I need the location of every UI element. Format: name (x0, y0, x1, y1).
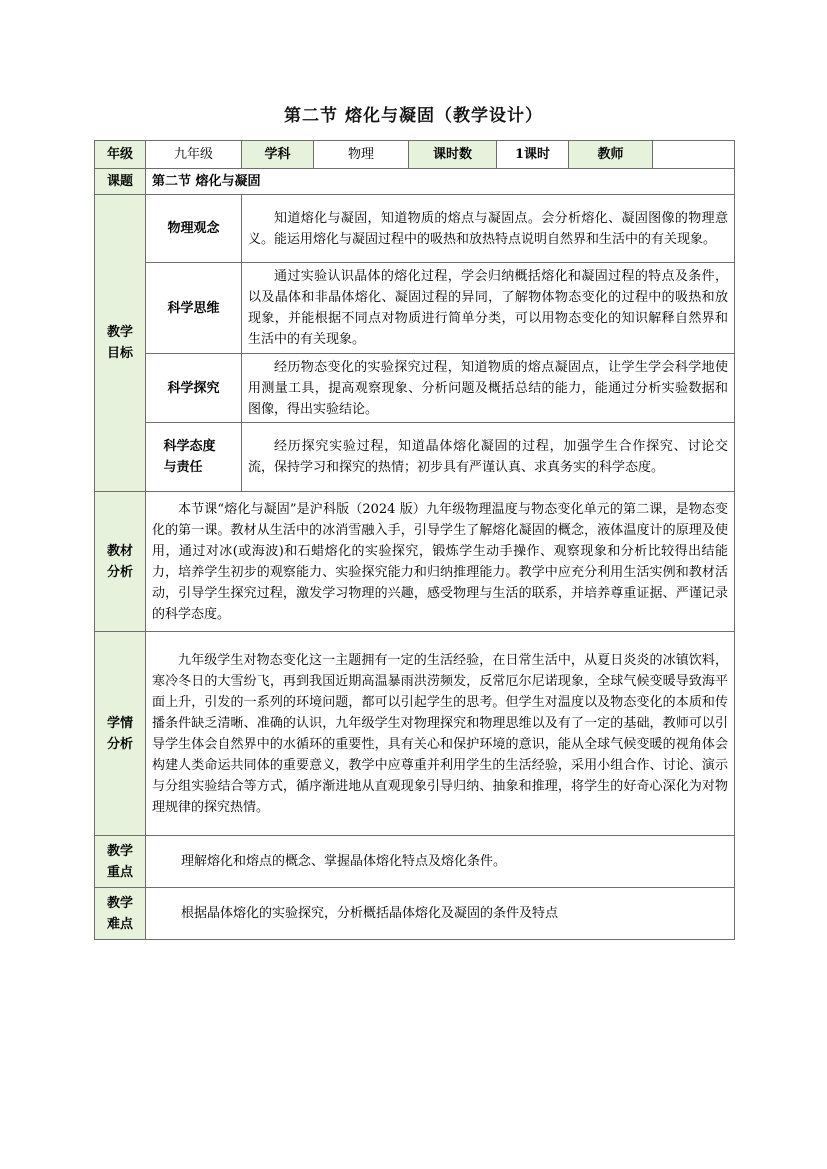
topic-row (95, 169, 735, 195)
textbook-analysis-row (95, 492, 735, 632)
objective-label-attitude-responsibility (146, 423, 242, 492)
objective-label-physics-concept: 物理观念 (146, 195, 242, 263)
grade-label: 年级 (95, 141, 146, 169)
key-points-label-text: 教学重点 (106, 843, 133, 880)
objective-text-attitude-responsibility: 经历探究实验过程，知道晶体熔化凝固的过程，加强学生合作探究、讨论交流，保持学习和探究的热情；初步具有严谨认真、求真务实的科学态度。 (242, 423, 735, 492)
objective-row (95, 263, 735, 354)
key-points-label (95, 836, 146, 888)
objective-label-scientific-thinking: 科学思维 (146, 263, 242, 354)
key-points-row (95, 836, 735, 888)
textbook-analysis-text: 本节课“熔化与凝固”是沪科版（2024 版）九年级物理温度与物态变化单元的第二课，是物态变化的第一课。教材从生活中的冰消雪融入手，引导学生了解熔化凝固的概念，液体温度计的原理及使用，通过对冰(或海波)和石蜡熔化的实验探究，锻炼学生动手操作、观察现象和分析比较得出结能力，培养学生初步的观察能力、实验探究能力和归纳推理能力。教学中应充分利用生活实例和教材活动，引导学生探究过程，激发学习物理的兴趣，感受物理与生活的联系，并培养尊重证据、严谨记录的科学态度。 (146, 492, 735, 632)
student-analysis-row (95, 632, 735, 836)
textbook-analysis-label (95, 492, 146, 632)
objective-row (95, 195, 735, 263)
objective-text-physics-concept: 知道熔化与凝固，知道物质的熔点与凝固点。会分析熔化、凝固图像的物理意义。能运用熔化与凝固过程中的吸热和放热特点说明自然界和生活中的有关现象。 (242, 195, 735, 263)
student-analysis-text: 九年级学生对物态变化这一主题拥有一定的生活经验，在日常生活中，从夏日炎炎的冰镇饮料，寒冷冬日的大雪纷飞，再到我国近期高温暴雨洪涝频发，反常厄尔尼诺现象，全球气候变暖导致海平面上升，引发的一系列的环境问题，都可以引起学生的思考。但学生对温度以及物态变化的本质和传播条件缺乏清晰、准确的认识，九年级学生对物理探究和物理思维以及有了一定的基础，教师可以引导学生体会自然界中的水循环的重要性，具有关心和保护环境的意识，能从全球气候变暖的视角体会构建人类命运共同体的重要意义，教学中应尊重并利用学生的生活经验，采用小组合作、讨论、演示与分组实验结合等方式，循序渐进地从直观现象引导归纳、抽象和推理，将学生的好奇心深化为对物理规律的探究热情。 (146, 632, 735, 836)
hours-value: 1课时 (497, 141, 569, 169)
hours-label: 课时数 (409, 141, 497, 169)
key-points-text: 理解熔化和熔点的概念、掌握晶体熔化特点及熔化条件。 (146, 836, 735, 888)
textbook-analysis-label-text: 教材分析 (106, 543, 133, 580)
objective-label-attitude-text: 科学态度与责任 (163, 439, 216, 475)
grade-value: 九年级 (146, 141, 242, 169)
student-analysis-label (95, 632, 146, 836)
objective-label-scientific-inquiry: 科学探究 (146, 354, 242, 423)
student-analysis-label-text: 学情分析 (106, 715, 133, 752)
subject-value: 物理 (314, 141, 409, 169)
objectives-label-text: 教学目标 (106, 325, 133, 361)
topic-label: 课题 (95, 169, 146, 195)
document-title: 第二节 熔化与凝固（教学设计） (284, 106, 543, 126)
difficult-points-label-text: 教学难点 (106, 895, 133, 932)
objective-row (95, 354, 735, 423)
objectives-label (95, 195, 146, 492)
topic-value: 第二节 熔化与凝固 (146, 169, 735, 195)
info-row (95, 141, 735, 169)
subject-label: 学科 (242, 141, 314, 169)
difficult-points-label (95, 888, 146, 940)
objective-row (95, 423, 735, 492)
teacher-label: 教师 (569, 141, 653, 169)
objective-text-scientific-inquiry: 经历物态变化的实验探究过程，知道物质的熔点凝固点，让学生学会科学地使用测量工具，提高观察现象、分析问题及概括总结的能力，能通过分析实验数据和图像，得出实验结论。 (242, 354, 735, 423)
teacher-value (653, 141, 735, 169)
lesson-plan-table (94, 140, 735, 940)
difficult-points-row (95, 888, 735, 940)
objective-text-scientific-thinking: 通过实验认识晶体的熔化过程，学会归纳概括熔化和凝固过程的特点及条件，以及晶体和非晶体熔化、凝固过程的异同，了解物体物态变化的过程中的吸热和放现象，并能根据不同点对物质进行简单分类，可以用物态变化的知识解释自然界和生活中的有关现象。 (242, 263, 735, 354)
difficult-points-text: 根据晶体熔化的实验探究，分析概括晶体熔化及凝固的条件及特点 (146, 888, 735, 940)
